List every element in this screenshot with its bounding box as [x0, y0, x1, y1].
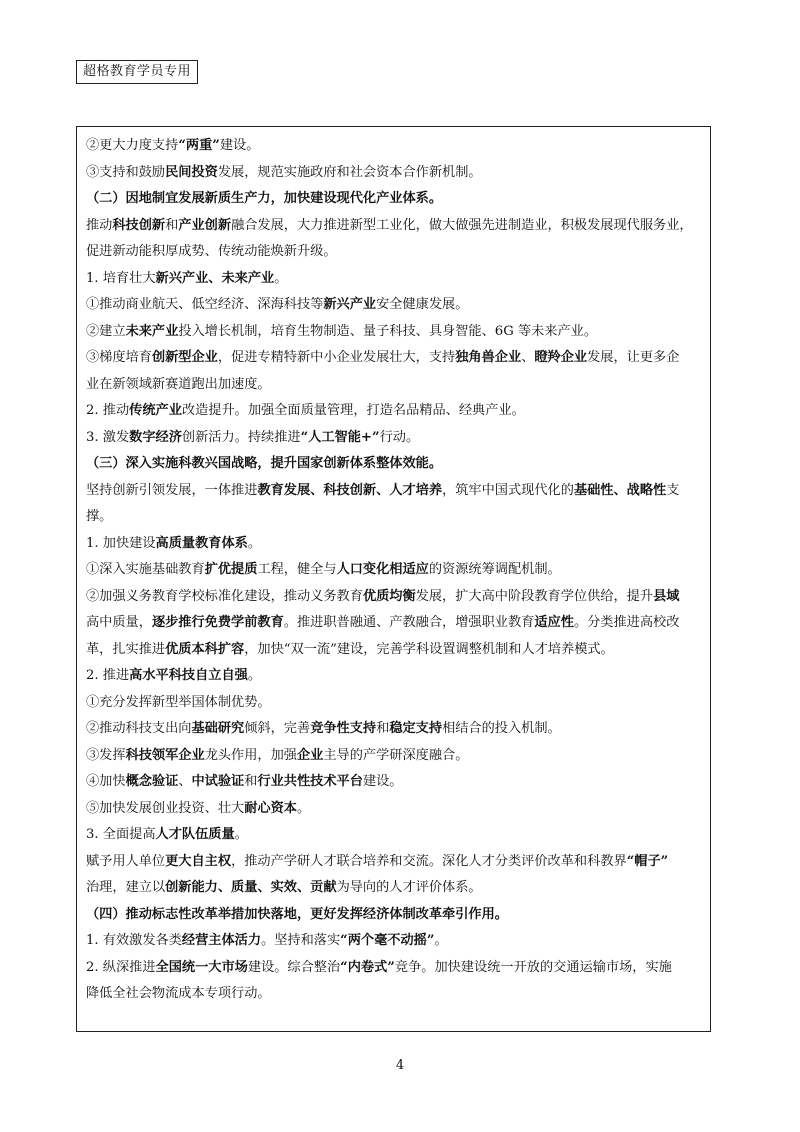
header-tag: 超格教育学员专用: [76, 60, 198, 84]
text-line: [86, 266, 702, 293]
bold-text: 科技领军企业: [125, 747, 205, 763]
bold-text: 科技创新: [112, 217, 166, 233]
bold-text: 适应性: [534, 615, 574, 630]
text-segment: 降低全社会物流成本专项行动。: [86, 986, 271, 1001]
bold-text: 县域: [653, 588, 680, 604]
bold-text: 新兴产业、未来产业: [155, 270, 275, 286]
text-segment: ，加快“双一流”建设，完善学科设置调整机制和人才培养模式。: [244, 641, 614, 657]
text-segment: 。: [234, 827, 248, 842]
text-segment: 1. 有效激发各类: [86, 933, 182, 948]
bold-text: 优质均衡: [362, 588, 416, 604]
text-line: [86, 292, 702, 319]
text-segment: 撑。: [86, 509, 113, 524]
text-line: [86, 610, 702, 637]
text-segment: 竞争。加快建设统一开放的交通运输市场，实施: [394, 959, 672, 975]
text-segment: 发展，规范实施政府和社会资本合作新机制。: [217, 164, 482, 180]
text-line: [86, 213, 702, 240]
text-segment: 。: [247, 668, 262, 683]
bold-text: 耐心资本: [244, 800, 297, 816]
text-segment: 高中质量，: [86, 615, 152, 630]
text-segment: ⑤加快发展创业投资、壮大: [86, 800, 245, 816]
bold-text: 基础性、战略性: [573, 482, 667, 498]
text-line: [86, 928, 702, 955]
bold-text: 教育发展、科技创新、人才培养: [257, 482, 443, 498]
text-line: [86, 743, 702, 770]
bold-text: 竞争性支持: [310, 721, 377, 736]
bold-text: 新兴产业: [323, 297, 377, 312]
content-box: [76, 126, 711, 1032]
text-line: [86, 981, 702, 1008]
bold-text: 优质本科扩容: [165, 641, 245, 657]
bold-text: “两重”: [178, 138, 220, 153]
bold-text: （四）推动标志性改革举措加快落地，更好发挥经济体制改革牵引作用。: [86, 906, 508, 922]
bold-text: 行业共性技术平台: [257, 774, 363, 789]
text-segment: 促进新动能积厚成势、传统动能焕新升级。: [86, 244, 337, 259]
text-segment: 投入增长机制，培育生物制造、量子科技、具身智能、6G 等未来产业。: [178, 323, 598, 339]
bold-text: 数字经济: [129, 429, 182, 445]
text-line: [86, 902, 702, 929]
bold-text: （三）深入实施科教兴国战略，提升国家创新体系整体效能。: [86, 456, 443, 471]
bold-text: 人才队伍质量: [155, 827, 235, 842]
text-line: [86, 186, 702, 213]
bold-text: 扩优提质: [204, 562, 258, 577]
text-line: [86, 663, 702, 690]
text-line: [86, 478, 702, 505]
bold-text: “两个毫不动摇”: [340, 933, 435, 948]
text-segment: 建设。: [219, 138, 260, 153]
text-segment: 坚持创新引领发展，一体推进: [86, 482, 258, 498]
text-segment: ④加快: [86, 774, 126, 789]
text-line: [86, 504, 702, 531]
bold-text: 稳定支持: [389, 721, 443, 736]
text-segment: 治理，建立以: [86, 880, 166, 895]
text-segment: 龙头作用，加强: [204, 747, 297, 763]
text-segment: 2. 推动: [86, 403, 130, 418]
text-segment: 。: [434, 933, 448, 948]
text-segment: 和: [244, 774, 258, 789]
text-line: [86, 425, 702, 452]
text-segment: 。分类推进高校改: [573, 615, 680, 630]
text-segment: ③发挥: [86, 747, 126, 763]
text-segment: ①深入实施基础教育: [86, 562, 205, 577]
text-segment: ，促进专精特新中小企业发展壮大，支持: [217, 350, 456, 365]
text-segment: 融合发展，大力推进新型工业化，做大做强先进制造业，积极发展现代服务业，: [231, 217, 693, 233]
text-line: [86, 451, 702, 478]
text-segment: 和: [376, 721, 390, 736]
bold-text: 民间投资: [165, 164, 218, 180]
text-line: [86, 372, 702, 399]
text-line: [86, 160, 702, 187]
text-segment: 3. 激发: [86, 429, 130, 445]
bold-text: 高水平科技自立自强: [129, 668, 248, 683]
text-line: [86, 955, 702, 982]
text-segment: ，筑牢中国式现代化的: [442, 482, 574, 498]
text-segment: 。: [247, 535, 262, 551]
text-segment: ，推动产学研人才联合培养和交流。深化人才分类评价改革和科教界: [231, 853, 627, 869]
text-segment: ③梯度培育: [86, 350, 152, 365]
bold-text: 企业: [297, 747, 324, 763]
text-segment: 发展，扩大高中阶段教育学位供给，提升: [415, 588, 654, 604]
text-line: [86, 637, 702, 664]
text-segment: ②加强义务教育学校标准化建设，推动义务教育: [86, 588, 363, 604]
text-segment: 、: [521, 350, 535, 365]
text-segment: 主导的产学研深度融合。: [323, 747, 469, 763]
text-segment: 建设。综合整治: [247, 959, 341, 975]
text-segment: 。: [274, 270, 288, 286]
bold-text: 概念验证: [125, 774, 179, 789]
text-line: [86, 796, 702, 823]
bold-text: 瞪羚企业: [534, 350, 588, 365]
bold-text: 高质量教育体系: [155, 535, 248, 551]
bold-text: 传统产业: [129, 403, 182, 418]
text-segment: 推动: [86, 217, 113, 233]
text-line: [86, 239, 702, 266]
text-segment: ③支持和鼓励: [86, 164, 166, 180]
bold-text: 中试验证: [191, 774, 245, 789]
text-segment: 业在新领域新赛道跑出加速度。: [86, 376, 271, 392]
bold-text: 产业创新: [178, 217, 232, 233]
text-line: [86, 531, 702, 558]
text-segment: ①推动商业航天、低空经济、深海科技等: [86, 297, 324, 312]
bold-text: “内卷式”: [340, 959, 395, 975]
text-line: [86, 584, 702, 611]
text-segment: ②建立: [86, 323, 126, 339]
page-number: 4: [395, 1058, 405, 1073]
text-segment: 。: [297, 800, 311, 816]
text-segment: 工程，健全与: [257, 562, 337, 577]
text-line: [86, 133, 702, 160]
bold-text: “人工智能+”: [300, 429, 380, 445]
bold-text: 逐步推行免费学前教育: [151, 615, 284, 630]
text-segment: 。推进职普融通、产教融合，增强职业教育: [283, 615, 535, 630]
text-segment: ①充分发挥新型举国体制优势。: [86, 694, 271, 710]
text-segment: 支: [666, 482, 680, 498]
text-line: [86, 769, 702, 796]
text-segment: 创新活力。持续推进: [181, 429, 301, 445]
text-segment: 、: [178, 774, 192, 789]
text-segment: 。坚持和落实: [261, 933, 341, 948]
bold-text: 创新型企业: [151, 350, 218, 365]
text-segment: 为导向的人才评价体系。: [336, 880, 482, 895]
bold-text: 更大自主权: [165, 853, 232, 869]
text-segment: 安全健康发展。: [376, 297, 469, 312]
text-line: [86, 345, 702, 372]
bold-text: 创新能力、质量、实效、贡献: [165, 880, 337, 895]
text-segment: 2. 推进: [86, 668, 130, 683]
text-segment: 行动。: [379, 429, 420, 445]
text-segment: 革，扎实推进: [86, 641, 166, 657]
text-segment: 发展，让更多企: [587, 350, 680, 365]
text-line: [86, 398, 702, 425]
text-segment: 改造提升。加强全面质量管理，打造名品精品、经典产业。: [181, 403, 525, 418]
text-segment: 2. 纵深推进: [86, 959, 156, 975]
text-line: [86, 557, 702, 584]
text-segment: 1. 加快建设: [86, 535, 156, 551]
text-line: [86, 822, 702, 849]
text-segment: 1. 培育壮大: [86, 270, 156, 286]
bold-text: 人口变化相适应: [336, 562, 429, 577]
bold-text: 基础研究: [191, 721, 245, 736]
text-line: [86, 849, 702, 876]
text-line: [86, 716, 702, 743]
bold-text: “帽子”: [626, 853, 669, 869]
text-segment: 的资源统筹调配机制。: [428, 562, 561, 577]
text-line: [86, 319, 702, 346]
bold-text: 未来产业: [125, 323, 179, 339]
bold-text: 经营主体活力: [181, 933, 262, 948]
text-line: [86, 690, 702, 717]
text-segment: 倾斜，完善: [244, 721, 311, 736]
text-line: [86, 875, 702, 902]
text-segment: 和: [165, 217, 179, 233]
text-segment: ②更大力度支持: [86, 138, 179, 153]
bold-text: 全国统一大市场: [155, 959, 248, 975]
text-segment: 相结合的投入机制。: [442, 721, 561, 736]
text-segment: 赋予用人单位: [86, 853, 166, 869]
text-segment: ②推动科技支出向: [86, 721, 192, 736]
bold-text: （二）因地制宜发展新质生产力，加快建设现代化产业体系。: [86, 191, 443, 206]
bold-text: 独角兽企业: [455, 350, 522, 365]
text-segment: 建设。: [362, 774, 403, 789]
text-segment: 3. 全面提高: [86, 827, 156, 842]
